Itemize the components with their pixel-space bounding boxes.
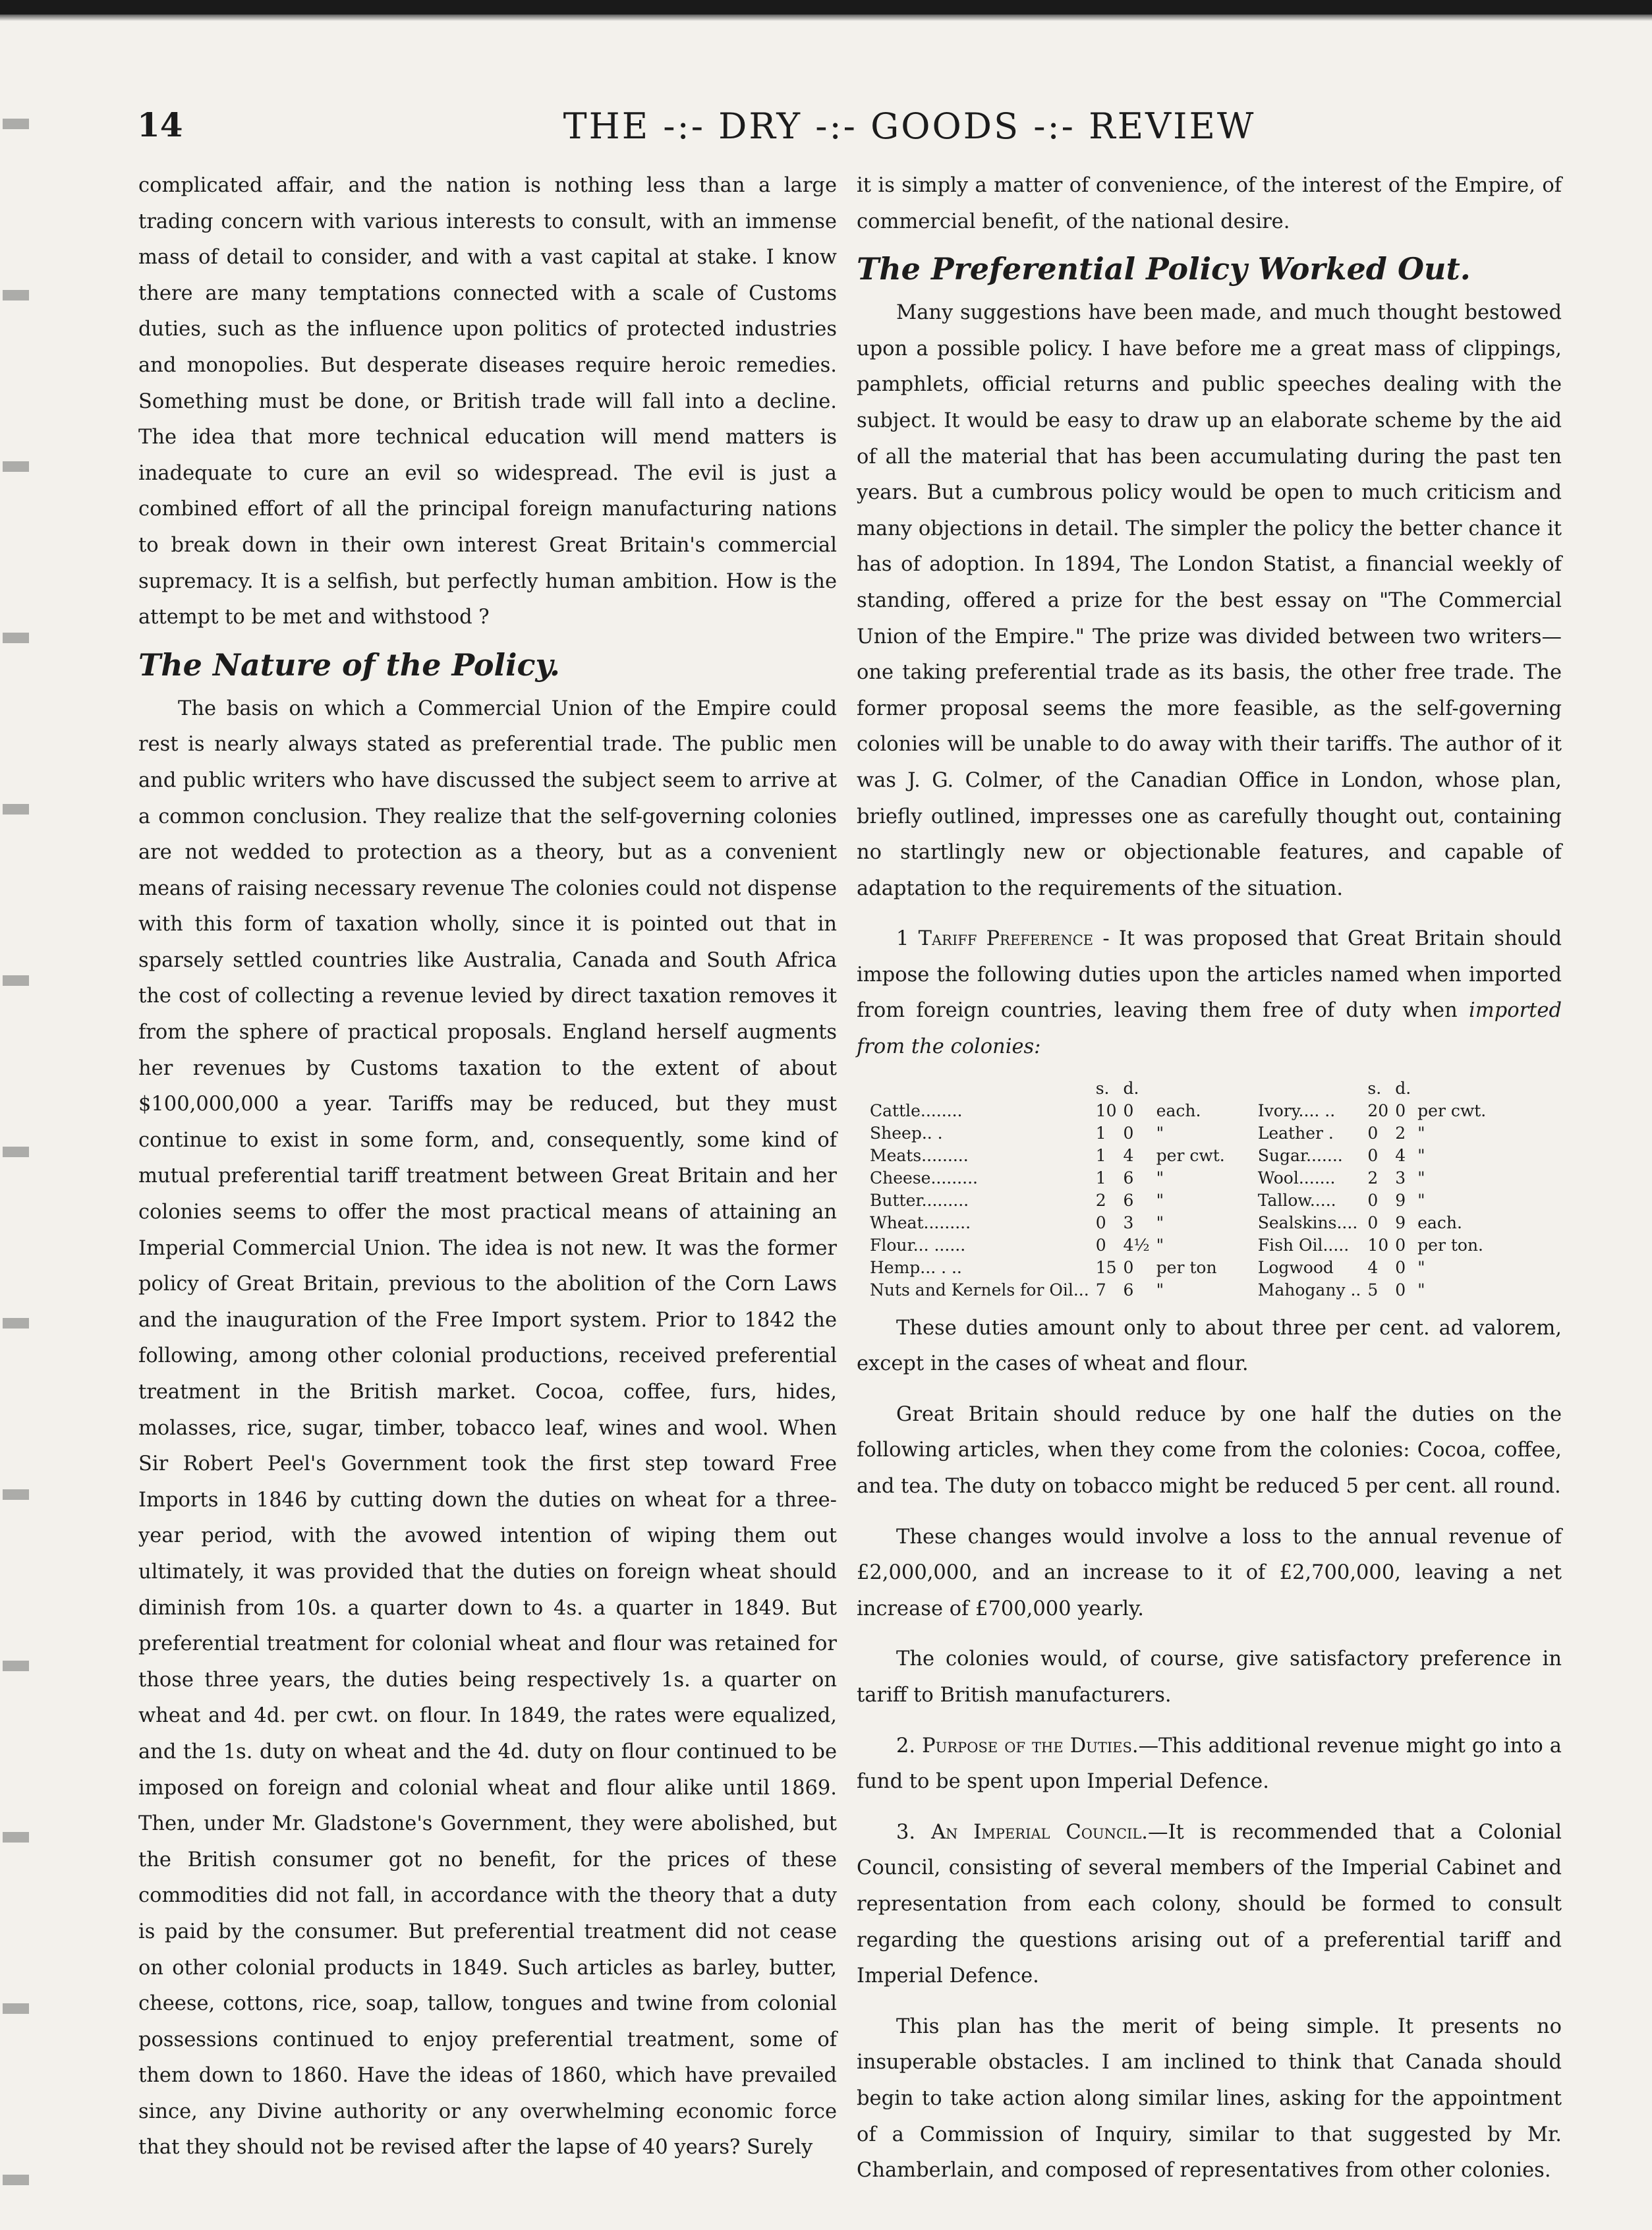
duty-unit-cell: " <box>1156 1190 1164 1210</box>
duty-item-cell: Tallow..... <box>1257 1190 1336 1210</box>
duties-table-row <box>870 1234 1493 1257</box>
right-paragraph-7: The colonies would, of course, give satisfactory preference in tariff to British manufacturers. <box>857 1647 1562 1707</box>
duty-unit-cell: " <box>1417 1280 1425 1300</box>
duty-unit-cell: " <box>1417 1257 1425 1277</box>
imperial-council-body: —It is recommended that a Colonial Council, consisting of several members of the Imperial Cabinet and representation from each colony, should be formed to consult regarding the questions arising out of a preferential tariff and Imperial Defence. <box>857 1820 1562 1988</box>
duties-table-row <box>870 1100 1493 1122</box>
scan-top-shadow <box>0 14 1652 21</box>
duty-s-cell: 1 <box>1095 1168 1106 1187</box>
duty-d-cell: 0 <box>1123 1101 1134 1120</box>
duty-s-cell: 2 <box>1095 1190 1106 1210</box>
duty-s-cell: 0 <box>1367 1145 1379 1165</box>
duty-item-cell: Nuts and Kernels for Oil... <box>870 1280 1089 1300</box>
duty-item-cell: Wheat......... <box>870 1213 971 1232</box>
duty-item-cell: Logwood <box>1257 1257 1334 1277</box>
duty-unit-cell: " <box>1156 1280 1164 1300</box>
duty-d-cell: 0 <box>1123 1257 1134 1277</box>
pence-header: d. <box>1395 1078 1411 1098</box>
duties-table-row <box>870 1167 1493 1189</box>
duties-table-row <box>870 1122 1493 1145</box>
duty-d-cell: 6 <box>1123 1280 1134 1300</box>
tariff-preference-tail: imported from the colonies: <box>857 999 1562 1059</box>
duty-unit-cell: each. <box>1417 1213 1462 1232</box>
duty-unit-cell: " <box>1417 1190 1425 1210</box>
duties-table-header <box>870 1077 1493 1100</box>
duty-item-cell: Cheese......... <box>870 1168 978 1187</box>
duty-d-cell: 3 <box>1123 1213 1134 1232</box>
scan-edge-marks <box>3 40 29 2214</box>
duties-table-body <box>870 1100 1493 1301</box>
duty-s-cell: 7 <box>1095 1280 1106 1300</box>
left-column <box>138 168 837 2166</box>
duty-item-cell: Leather . <box>1257 1123 1334 1143</box>
duties-table-row <box>870 1189 1493 1212</box>
right-paragraph-10: This plan has the merit of being simple. It presents no insuperable obstacles. I am inclined to think that Canada should begin to take action along similar lines, asking for the appointment of a Commission of Inquiry, similar to that suggested by Mr. Chamberlain, and composed of representatives from other colonies. <box>857 2015 1562 2183</box>
duty-item-cell: Sugar....... <box>1257 1145 1343 1165</box>
duty-s-cell: 4 <box>1367 1257 1379 1277</box>
right-paragraph-2: Many suggestions have been made, and much thought bestowed upon a possible policy. I have before me a great mass of clippings, pamphlets, official returns and public speeches dealing with the subject. It would be easy to draw up an elaborate scheme by the aid of all the material that has been accumulating during the past ten years. But a cumbrous policy would be open to much criticism and many objections in detail. The simpler the policy the better chance it has of adoption. In 1894, The London Statist, a financial weekly of standing, offered a prize for the best essay on "The Commercial Union of the Empire." The prize was divided between two writers—one taking preferential trade as its basis, the other free trade. The former proposal seems the more feasible, as the self-governing colonies will be unable to do away with their tariffs. The author of it was J. G. Colmer, of the Canadian Office in London, whose plan, briefly outlined, impresses one as carefully thought out, containing no startlingly new or objectionable features, and capable of adaptation to the requirements of the situation. <box>857 301 1562 900</box>
duty-s-cell: 0 <box>1095 1235 1106 1255</box>
duty-s-cell: 10 <box>1095 1101 1117 1120</box>
duty-s-cell: 0 <box>1367 1123 1379 1143</box>
duty-unit-cell: " <box>1417 1168 1425 1187</box>
shillings-header: s. <box>1367 1078 1382 1098</box>
duty-d-cell: 6 <box>1123 1168 1134 1187</box>
duty-d-cell: 9 <box>1395 1190 1406 1210</box>
duty-s-cell: 2 <box>1367 1168 1379 1187</box>
duty-d-cell: 0 <box>1395 1101 1406 1120</box>
tariff-preference-lead: 1 Tariff Preference <box>896 927 1094 951</box>
right-paragraph-1: it is simply a matter of convenience, of the interest of the Empire, of commercial benefit, of the national desire. <box>857 174 1562 233</box>
duty-unit-cell: " <box>1417 1145 1425 1165</box>
tariff-preference-paragraph <box>857 921 1562 1065</box>
right-paragraph-4: These duties amount only to about three per cent. ad valorem, except in the cases of wheat and flour. <box>857 1316 1562 1376</box>
duty-unit-cell: per ton <box>1156 1257 1217 1277</box>
left-paragraph-2: The basis on which a Commercial Union of the Empire could rest is nearly always stated as preferential trade. The public men and public writers who have discussed the subject seem to arrive at a common conclusion. They realize that the self-governing colonies are not wedded to protection as a theory, but as a convenient means of raising necessary revenue The colonies could not dispense with this form of taxation wholly, since it is pointed out that in sparsely settled countries like Australia, Canada and South Africa the cost of collecting a revenue levied by direct taxation removes it from the sphere of practical proposals. England herself augments her revenues by Customs taxation to the extent of about $100,000,000 a year. Tariffs may be reduced, but they must continue to exist in some form, and, consequently, some kind of mutual preferential tariff treatment between Great Britain and her colonies seems to offer the most practical means of attaining an Imperial Commercial Union. The idea is not new. It was the former policy of Great Britain, previous to the abolition of the Corn Laws and the inauguration of the Free Import system. Prior to 1842 the following, among other colonial productions, received preferential treatment in the British market. Cocoa, coffee, furs, hides, molasses, rice, sugar, timber, tobacco leaf, wines and wool. When Sir Robert Peel's Government took the first step toward Free Imports in 1846 by cutting down the duties on wheat for a three-year period, with the avowed intention of wiping them out ultimately, it was provided that the duties on foreign wheat should diminish from 10s. a quarter down to 4s. a quarter in 1849. But preferential treatment for colonial wheat and flour was retained for those three years, the duties being respectively 1s. a quarter on wheat and 4d. per cwt. on flour. In 1849, the rates were equalized, and the 1s. duty on wheat and the 4d. duty on flour continued to be imposed on foreign and colonial wheat and flour alike until 1869. Then, under Mr. Gladstone's Government, they were abolished, but the British consumer got no benefit, for the prices of these commodities did not fall, in accordance with the theory that a duty is paid by the consumer. But preferential treatment did not cease on other colonial products in 1849. Such articles as barley, butter, cheese, cottons, rice, soap, tallow, tongues and twine from colonial possessions continued to enjoy preferential treatment, some of them down to 1860. Have the ideas of 1860, which have prevailed since, any Divine authority or any overwhelming economic force that they should not be revised after the lapse of 40 years? Surely <box>138 697 837 2159</box>
right-column <box>857 168 1562 2189</box>
left-paragraph-1: complicated affair, and the nation is nothing less than a large trading concern with various interests to consult, with an immense mass of detail to consider, and with a vast capital at stake. I know there are many temptations connected with a scale of Customs duties, such as the influence upon politics of protected industries and monopolies. But desperate diseases require heroic remedies. Something must be done, or British trade will fall into a decline. The idea that more technical education will mend matters is inadequate to cure an evil so widespread. The evil is just a combined effort of all the principal foreign manufacturing nations to break down in their own interest Great Britain's commercial supremacy. It is a selfish, but perfectly human ambition. How is the attempt to be met and withstood ? <box>138 174 837 629</box>
duty-unit-cell: per ton. <box>1417 1235 1483 1255</box>
scan-top-border <box>0 0 1652 14</box>
duty-d-cell: 0 <box>1395 1235 1406 1255</box>
section-heading-nature: The Nature of the Policy. <box>138 646 560 683</box>
duty-unit-cell: " <box>1156 1235 1164 1255</box>
right-paragraph-5: Great Britain should reduce by one half the duties on the following articles, when they come from the colonies: Cocoa, coffee, and tea. The duty on tobacco might be reduced 5 per cent. all round. <box>857 1402 1562 1499</box>
shillings-header: s. <box>1095 1078 1110 1098</box>
duty-d-cell: 0 <box>1395 1280 1406 1300</box>
duty-item-cell: Wool....... <box>1257 1168 1336 1187</box>
duty-item-cell: Ivory.... .. <box>1257 1101 1336 1120</box>
duty-s-cell: 0 <box>1367 1213 1379 1232</box>
duty-item-cell: Hemp... . .. <box>870 1257 962 1277</box>
duty-d-cell: 9 <box>1395 1213 1406 1232</box>
duty-item-cell: Butter......... <box>870 1190 969 1210</box>
duty-unit-cell: " <box>1156 1168 1164 1187</box>
duties-table-row <box>870 1257 1493 1279</box>
purpose-of-duties-paragraph <box>857 1729 1562 1800</box>
duty-unit-cell: each. <box>1156 1101 1201 1120</box>
duty-d-cell: 2 <box>1395 1123 1406 1143</box>
duty-s-cell: 1 <box>1095 1145 1106 1165</box>
duty-d-cell: 4½ <box>1123 1235 1150 1255</box>
duty-unit-cell: per cwt. <box>1156 1145 1225 1165</box>
page-number: 14 <box>137 105 183 144</box>
duty-item-cell: Meats......... <box>870 1145 969 1165</box>
purpose-of-duties-body: —This additional revenue might go into a fund to be spent upon Imperial Defence. <box>857 1734 1562 1794</box>
purpose-of-duties-lead: 2. Purpose of the Duties. <box>896 1734 1139 1758</box>
duties-table-row <box>870 1145 1493 1167</box>
duty-s-cell: 0 <box>1367 1190 1379 1210</box>
running-header: THE -:- DRY -:- GOODS -:- REVIEW <box>563 105 1256 147</box>
duty-item-cell: Fish Oil..... <box>1257 1235 1350 1255</box>
duty-unit-cell: " <box>1417 1123 1425 1143</box>
duty-s-cell: 20 <box>1367 1101 1389 1120</box>
duty-unit-cell: " <box>1156 1123 1164 1143</box>
duty-item-cell: Sealskins.... <box>1257 1213 1358 1232</box>
duty-d-cell: 3 <box>1395 1168 1406 1187</box>
tariff-preference-body: - It was proposed that Great Britain should impose the following duties upon the articles named when imported from foreign countries, leaving them free of duty when <box>857 927 1562 1023</box>
duty-d-cell: 0 <box>1395 1257 1406 1277</box>
right-paragraph-6: These changes would involve a loss to the annual revenue of £2,000,000, and an increase to it of £2,700,000, leaving a net increase of £700,000 yearly. <box>857 1525 1562 1620</box>
imperial-council-lead: 3. An Imperial Council. <box>896 1820 1148 1844</box>
duty-item-cell: Flour... ...... <box>870 1235 966 1255</box>
duty-s-cell: 1 <box>1095 1123 1106 1143</box>
duty-unit-cell: per cwt. <box>1417 1101 1487 1120</box>
duty-d-cell: 4 <box>1123 1145 1134 1165</box>
section-heading-preferential: The Preferential Policy Worked Out. <box>857 251 1471 287</box>
duties-table-row <box>870 1279 1493 1301</box>
imperial-council-paragraph <box>857 1815 1562 1995</box>
duties-table <box>870 1077 1493 1301</box>
duty-item-cell: Sheep.. . <box>870 1123 943 1143</box>
pence-header: d. <box>1123 1078 1139 1098</box>
duty-unit-cell: " <box>1156 1213 1164 1232</box>
duty-s-cell: 5 <box>1367 1280 1379 1300</box>
duties-table-row <box>870 1212 1493 1234</box>
duty-d-cell: 6 <box>1123 1190 1134 1210</box>
duty-item-cell: Mahogany .. <box>1257 1280 1361 1300</box>
duty-d-cell: 0 <box>1123 1123 1134 1143</box>
duty-s-cell: 0 <box>1095 1213 1106 1232</box>
duty-s-cell: 10 <box>1367 1235 1389 1255</box>
duty-item-cell: Cattle........ <box>870 1101 963 1120</box>
duty-d-cell: 4 <box>1395 1145 1406 1165</box>
duty-s-cell: 15 <box>1095 1257 1117 1277</box>
